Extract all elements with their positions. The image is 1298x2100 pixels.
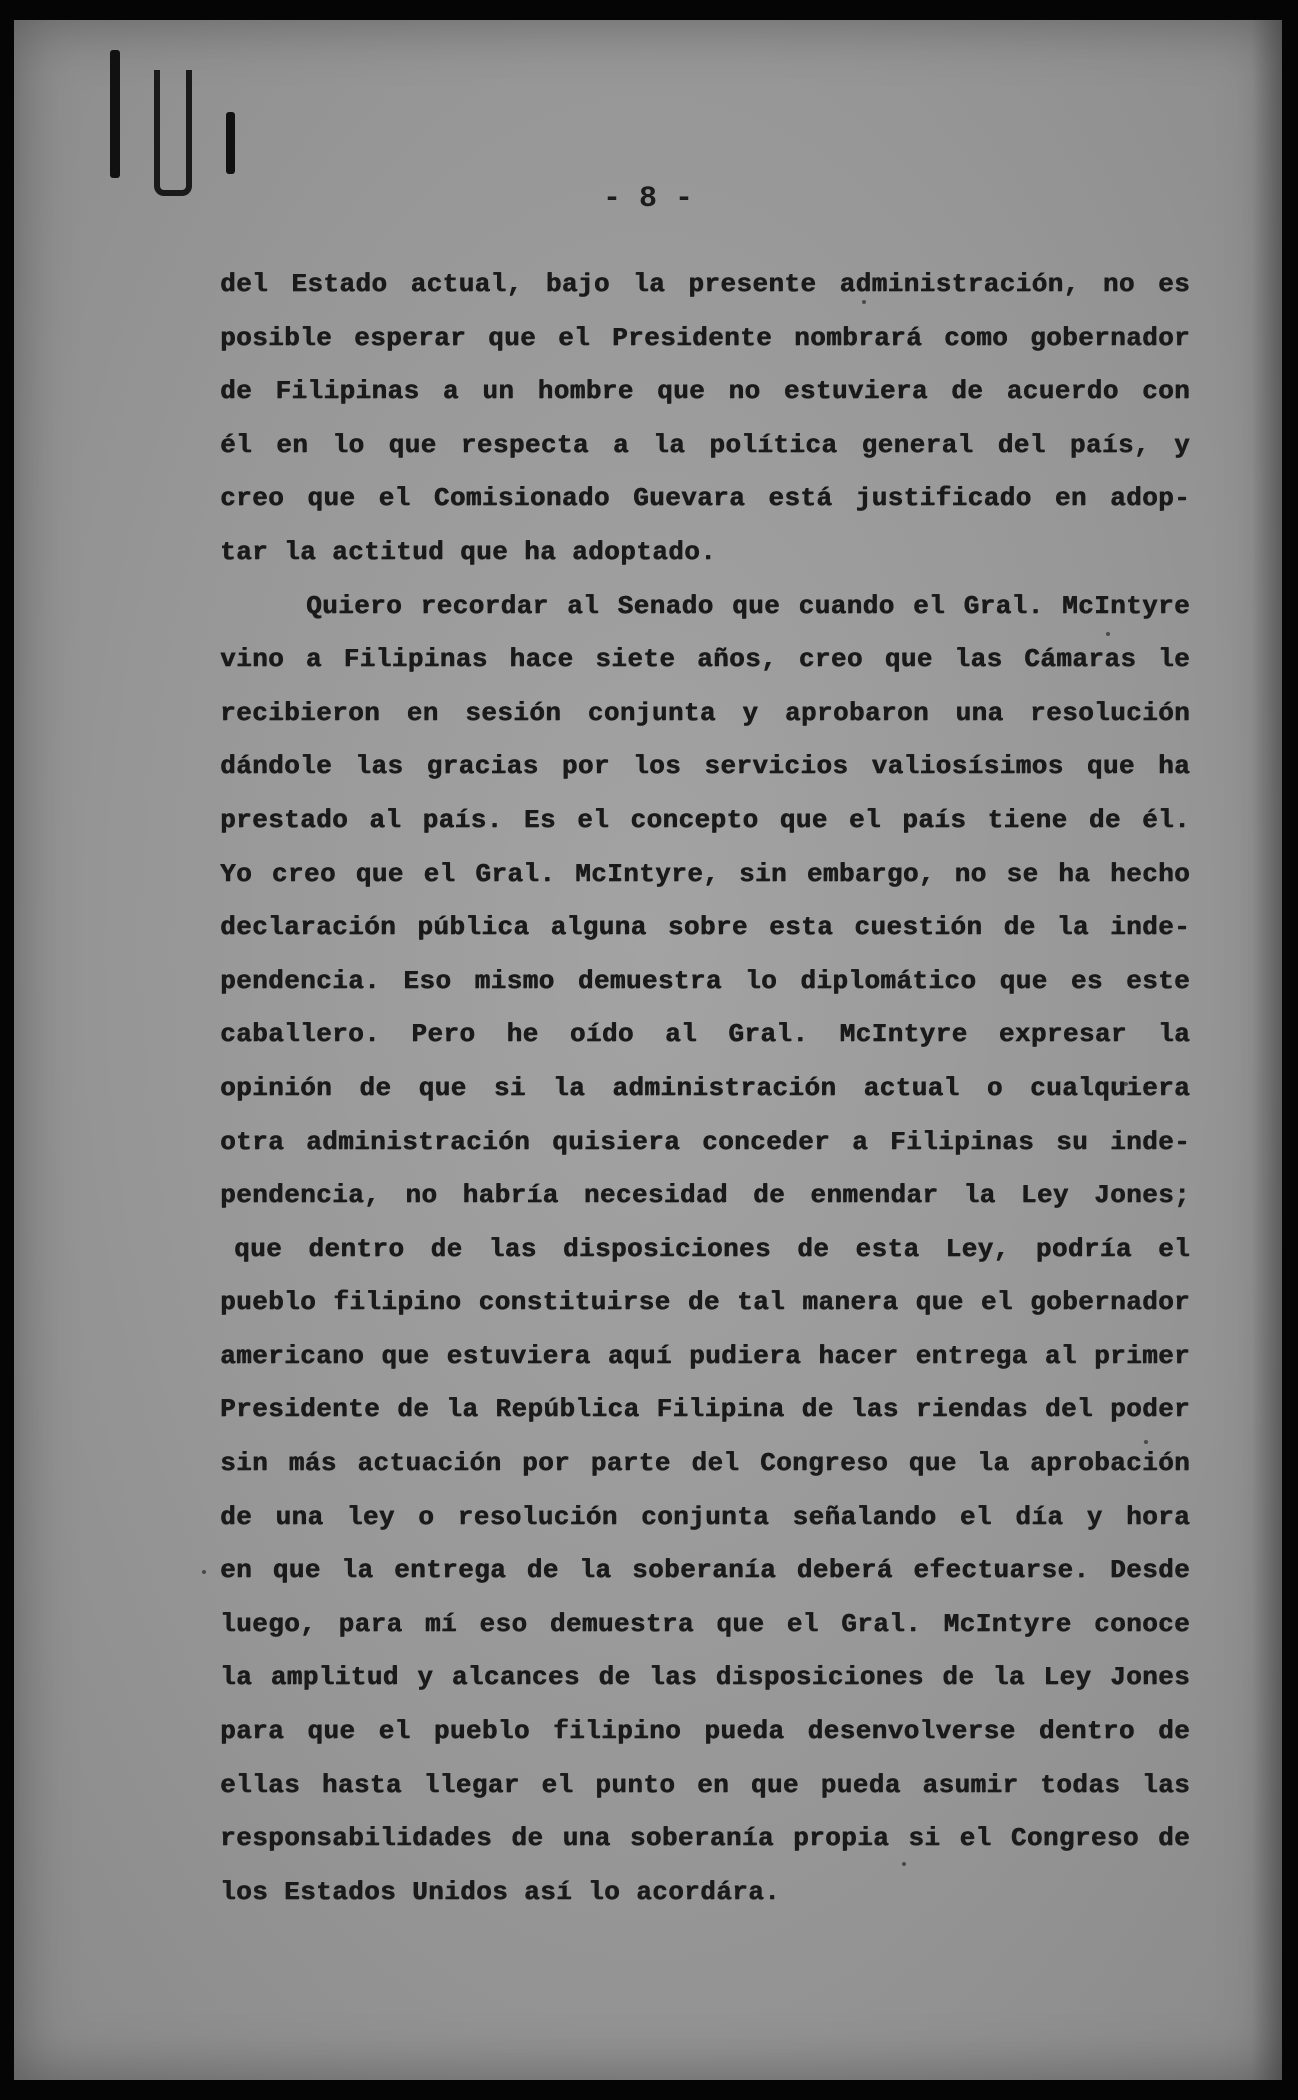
text-line: prestado al país. Es el concepto que el país tiene de él. — [220, 804, 1190, 835]
document-body — [220, 258, 1190, 1919]
text-line: responsabilidades de una soberanía propia si el Congreso de — [220, 1823, 1190, 1854]
paper-sheet — [14, 20, 1282, 2080]
text-line: declaración pública alguna sobre esta cuestión de la inde- — [220, 912, 1190, 943]
text-line: de Filipinas a un hombre que no estuviera de acuerdo con — [220, 376, 1190, 407]
text-line: pendencia. Eso mismo demuestra lo diplomático que es este — [220, 965, 1190, 996]
text-line: americano que estuviera aquí pudiera hacer entrega al primer — [220, 1340, 1190, 1371]
text-line: de una ley o resolución conjunta señalando el día y hora — [220, 1501, 1190, 1532]
text-line: caballero. Pero he oído al Gral. McIntyre expresar la — [220, 1019, 1190, 1050]
text-line: para que el pueblo filipino pueda desenvolverse dentro de — [220, 1716, 1190, 1747]
binding-mark — [226, 112, 235, 174]
scan-speck — [202, 1570, 206, 1574]
page-number: - 8 - — [602, 182, 693, 216]
text-line: él en lo que respecta a la política general del país, y — [220, 429, 1190, 460]
text-line: ellas hasta llegar el punto en que pueda asumir todas las — [220, 1769, 1190, 1800]
text-line: opinión de que si la administración actual o cualquiera — [220, 1072, 1190, 1103]
binding-mark — [110, 50, 120, 178]
text-line: que dentro de las disposiciones de esta Ley, podría el — [234, 1233, 1190, 1264]
text-line: Quiero recordar al Senado que cuando el Gral. McIntyre — [306, 590, 1190, 621]
text-line: recibieron en sesión conjunta y aprobaron una resolución — [220, 697, 1190, 728]
text-line: sin más actuación por parte del Congreso que la aprobación — [220, 1448, 1190, 1479]
text-line: los Estados Unidos así lo acordára. — [220, 1876, 781, 1907]
text-line: otra administración quisiera conceder a Filipinas su inde- — [220, 1126, 1190, 1157]
text-line: en que la entrega de la soberanía deberá efectuarse. Desde — [220, 1555, 1190, 1586]
text-line: tar la actitud que ha adoptado. — [220, 536, 717, 567]
text-line: posible esperar que el Presidente nombrará como gobernador — [220, 322, 1190, 353]
paper-shadow-edge — [1252, 20, 1282, 2080]
text-line: pendencia, no habría necesidad de enmendar la Ley Jones; — [220, 1180, 1190, 1211]
text-line: luego, para mí eso demuestra que el Gral. McIntyre conoce — [220, 1608, 1190, 1639]
text-line: vino a Filipinas hace siete años, creo que las Cámaras le — [220, 644, 1190, 675]
binding-hole-mark — [154, 70, 192, 196]
text-line: Yo creo que el Gral. McIntyre, sin embargo, no se ha hecho — [220, 858, 1190, 889]
text-line: la amplitud y alcances de las disposiciones de la Ley Jones — [220, 1662, 1190, 1693]
text-line: pueblo filipino constituirse de tal manera que el gobernador — [220, 1287, 1190, 1318]
text-line: Presidente de la República Filipina de las riendas del poder — [220, 1394, 1190, 1425]
text-line: dándole las gracias por los servicios valiosísimos que ha — [220, 751, 1190, 782]
text-line: creo que el Comisionado Guevara está justificado en adop- — [220, 483, 1190, 514]
text-line: del Estado actual, bajo la presente administración, no es — [220, 269, 1190, 299]
